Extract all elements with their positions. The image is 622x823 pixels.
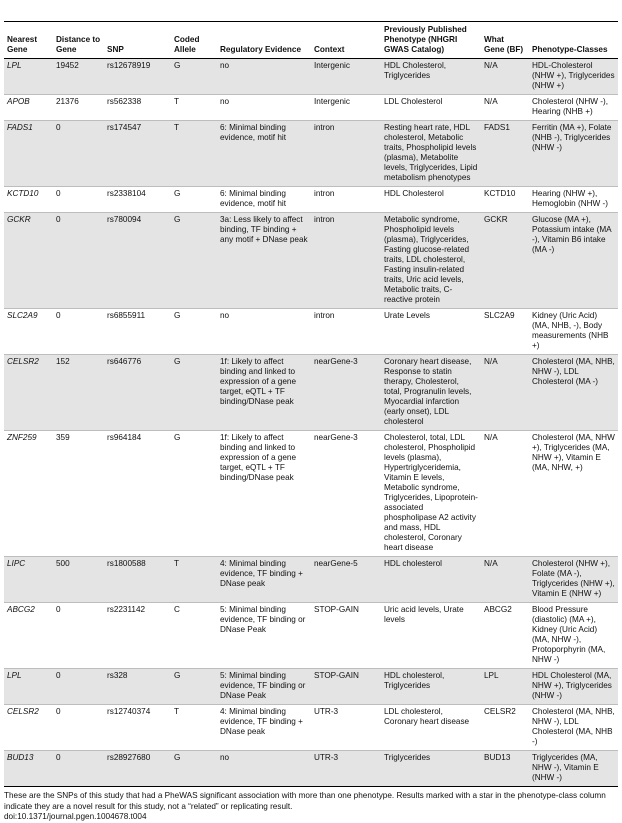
cell-regulatory-evidence: 3a: Less likely to affect binding, TF binding + any motif + DNase peak [217,213,311,309]
cell-distance-to-gene: 0 [53,751,104,787]
table-footnote [4,791,618,823]
cell-what-gene: N/A [481,431,529,557]
cell-context: intron [311,309,381,355]
cell-previous-phenotype: Urate Levels [381,309,481,355]
cell-coded-allele: T [171,121,217,187]
cell-what-gene: N/A [481,557,529,603]
cell-snp: rs1800588 [104,557,171,603]
cell-what-gene: N/A [481,355,529,431]
column-header-context: Context [311,22,381,59]
cell-distance-to-gene: 359 [53,431,104,557]
cell-coded-allele: T [171,557,217,603]
cell-distance-to-gene: 0 [53,669,104,705]
cell-phenotype-classes: Cholesterol (MA, NHB, NHW -), LDL Cholesterol (MA -) [529,355,618,431]
cell-context: nearGene-3 [311,431,381,557]
cell-nearest-gene: LPL [4,669,53,705]
cell-what-gene: BUD13 [481,751,529,787]
cell-coded-allele: G [171,431,217,557]
cell-what-gene: FADS1 [481,121,529,187]
cell-snp: rs646776 [104,355,171,431]
cell-regulatory-evidence: 1f: Likely to affect binding and linked to expression of a gene target, eQTL + TF binding/DNase peak [217,431,311,557]
cell-what-gene: N/A [481,59,529,95]
cell-context: intron [311,187,381,213]
table-body [4,59,618,787]
cell-snp: rs562338 [104,95,171,121]
cell-coded-allele: G [171,187,217,213]
cell-previous-phenotype: Metabolic syndrome, Phospholipid levels (plasma), Triglycerides, Fasting glucose-related traits, LDL cholesterol, Fasting insulin-related traits, Uric acid levels, Metabolic traits, C-reactive protein [381,213,481,309]
cell-distance-to-gene: 0 [53,187,104,213]
cell-regulatory-evidence: 5: Minimal binding evidence, TF binding or DNase Peak [217,669,311,705]
table-row [4,557,618,603]
cell-coded-allele: T [171,705,217,751]
column-header-what-gene: What Gene (BF) [481,22,529,59]
table-row [4,705,618,751]
cell-previous-phenotype: LDL Cholesterol [381,95,481,121]
cell-snp: rs12740374 [104,705,171,751]
cell-nearest-gene: GCKR [4,213,53,309]
column-header-phenotype-classes: Phenotype-Classes [529,22,618,59]
cell-context: STOP-GAIN [311,669,381,705]
cell-coded-allele: C [171,603,217,669]
column-header-previous-phenotype: Previously Published Phenotype (NHGRI GWAS Catalog) [381,22,481,59]
cell-context: nearGene-3 [311,355,381,431]
cell-coded-allele: G [171,669,217,705]
cell-previous-phenotype: Uric acid levels, Urate levels [381,603,481,669]
table-row [4,213,618,309]
cell-context: Intergenic [311,59,381,95]
cell-nearest-gene: FADS1 [4,121,53,187]
cell-coded-allele: G [171,309,217,355]
cell-coded-allele: G [171,59,217,95]
cell-previous-phenotype: LDL cholesterol, Coronary heart disease [381,705,481,751]
cell-distance-to-gene: 19452 [53,59,104,95]
table-container [4,4,618,823]
cell-context: intron [311,121,381,187]
cell-nearest-gene: SLC2A9 [4,309,53,355]
cell-nearest-gene: BUD13 [4,751,53,787]
column-header-coded-allele: Coded Allele [171,22,217,59]
cell-regulatory-evidence: no [217,751,311,787]
cell-phenotype-classes: Kidney (Uric Acid) (MA, NHB, -), Body measurements (NHB +) [529,309,618,355]
cell-distance-to-gene: 21376 [53,95,104,121]
cell-what-gene: CELSR2 [481,705,529,751]
cell-phenotype-classes: Cholesterol (NHW +), Folate (MA -), Triglycerides (NHW +), Vitamin E (NHW +) [529,557,618,603]
cell-distance-to-gene: 0 [53,705,104,751]
cell-phenotype-classes: Blood Pressure (diastolic) (MA +), Kidney (Uric Acid) (MA, NHW -), Protoporphyrin (MA, NHW -) [529,603,618,669]
cell-nearest-gene: APOB [4,95,53,121]
cell-nearest-gene: CELSR2 [4,705,53,751]
cell-phenotype-classes: Glucose (MA +), Potassium intake (MA -), Vitamin B6 intake (MA -) [529,213,618,309]
cell-snp: rs12678919 [104,59,171,95]
cell-distance-to-gene: 0 [53,213,104,309]
table-row [4,121,618,187]
cell-nearest-gene: ZNF259 [4,431,53,557]
cell-distance-to-gene: 500 [53,557,104,603]
cell-previous-phenotype: Coronary heart disease, Response to statin therapy, Cholesterol, total, Progranulin levels, Myocardial infarction (early onset), LDL cholesterol [381,355,481,431]
cell-coded-allele: T [171,95,217,121]
column-header-regulatory-evidence: Regulatory Evidence [217,22,311,59]
cell-coded-allele: G [171,213,217,309]
cell-regulatory-evidence: no [217,59,311,95]
cell-context: Intergenic [311,95,381,121]
cell-what-gene: GCKR [481,213,529,309]
cell-phenotype-classes: HDL Cholesterol (MA, NHW +), Triglycerides (NHW -) [529,669,618,705]
cell-what-gene: LPL [481,669,529,705]
cell-phenotype-classes: Ferritin (MA +), Folate (NHB -), Triglycerides (NHW -) [529,121,618,187]
column-header-snp: SNP [104,22,171,59]
cell-regulatory-evidence: 1f: Likely to affect binding and linked to expression of a gene target, eQTL + TF binding/DNase peak [217,355,311,431]
cell-previous-phenotype: Cholesterol, total, LDL cholesterol, Phospholipid levels (plasma), Hypertriglyceridemia, Vitamin E levels, Metabolic syndrome, Triglycerides, Lipoprotein-associated phospholipase A2 activity and mass, HDL cholesterol, Coronary heart disease [381,431,481,557]
footnote-text: These are the SNPs of this study that had a PheWAS significant association with more than one phenotype. Results marked with a star in the phenotype-class column indicate they are a novel result for this study, not a “related” or replicating result. [4,791,606,811]
cell-previous-phenotype: HDL cholesterol [381,557,481,603]
cell-snp: rs780094 [104,213,171,309]
cell-nearest-gene: LPL [4,59,53,95]
cell-previous-phenotype: HDL Cholesterol, Triglycerides [381,59,481,95]
cell-context: intron [311,213,381,309]
table-row [4,431,618,557]
cell-regulatory-evidence: no [217,309,311,355]
cell-nearest-gene: CELSR2 [4,355,53,431]
cell-context: UTR-3 [311,751,381,787]
cell-snp: rs964184 [104,431,171,557]
cell-context: UTR-3 [311,705,381,751]
cell-phenotype-classes: HDL-Cholesterol (NHW +), Triglycerides (NHW +) [529,59,618,95]
cell-context: STOP-GAIN [311,603,381,669]
cell-snp: rs28927680 [104,751,171,787]
cell-regulatory-evidence: 4: Minimal binding evidence, TF binding + DNase peak [217,705,311,751]
column-header-nearest-gene: Nearest Gene [4,22,53,59]
cell-distance-to-gene: 0 [53,309,104,355]
cell-snp: rs328 [104,669,171,705]
table-row [4,751,618,787]
cell-snp: rs2231142 [104,603,171,669]
cell-phenotype-classes: Cholesterol (MA, NHB, NHW -), LDL Cholesterol (MA, NHB -) [529,705,618,751]
cell-previous-phenotype: HDL Cholesterol [381,187,481,213]
table-header-row [4,22,618,59]
table-row [4,603,618,669]
table-row [4,309,618,355]
cell-previous-phenotype: Resting heart rate, HDL cholesterol, Metabolic traits, Phospholipid levels (plasma), Metabolite levels, Triglycerides, Lipid metabolism phenotypes [381,121,481,187]
cell-snp: rs6855911 [104,309,171,355]
cell-nearest-gene: KCTD10 [4,187,53,213]
cell-snp: rs2338104 [104,187,171,213]
cell-regulatory-evidence: 6: Minimal binding evidence, motif hit [217,187,311,213]
table-row [4,95,618,121]
cell-what-gene: N/A [481,95,529,121]
cell-previous-phenotype: Triglycerides [381,751,481,787]
cell-context: nearGene-5 [311,557,381,603]
cell-regulatory-evidence: no [217,95,311,121]
doi-text: doi:10.1371/journal.pgen.1004678.t004 [4,812,147,821]
cell-phenotype-classes: Cholesterol (NHW -), Hearing (NHB +) [529,95,618,121]
cell-what-gene: ABCG2 [481,603,529,669]
table-row [4,355,618,431]
column-header-distance-to-gene: Distance to Gene [53,22,104,59]
cell-regulatory-evidence: 6: Minimal binding evidence, motif hit [217,121,311,187]
cell-phenotype-classes: Cholesterol (MA, NHW +), Triglycerides (MA, NHW +), Vitamin E (MA, NHW, +) [529,431,618,557]
cell-regulatory-evidence: 5: Minimal binding evidence, TF binding or DNase Peak [217,603,311,669]
cell-distance-to-gene: 152 [53,355,104,431]
cell-phenotype-classes: Hearing (NHW +), Hemoglobin (NHW -) [529,187,618,213]
table-row [4,59,618,95]
cell-snp: rs174547 [104,121,171,187]
cell-previous-phenotype: HDL cholesterol, Triglycerides [381,669,481,705]
cell-phenotype-classes: Triglycerides (MA, NHW -), Vitamin E (NHW -) [529,751,618,787]
cell-coded-allele: G [171,751,217,787]
results-table [4,22,618,787]
cell-regulatory-evidence: 4: Minimal binding evidence, TF binding + DNase peak [217,557,311,603]
cell-what-gene: KCTD10 [481,187,529,213]
cell-what-gene: SLC2A9 [481,309,529,355]
cell-nearest-gene: LIPC [4,557,53,603]
cell-nearest-gene: ABCG2 [4,603,53,669]
table-row [4,669,618,705]
cell-distance-to-gene: 0 [53,603,104,669]
cell-distance-to-gene: 0 [53,121,104,187]
table-row [4,187,618,213]
cell-coded-allele: G [171,355,217,431]
